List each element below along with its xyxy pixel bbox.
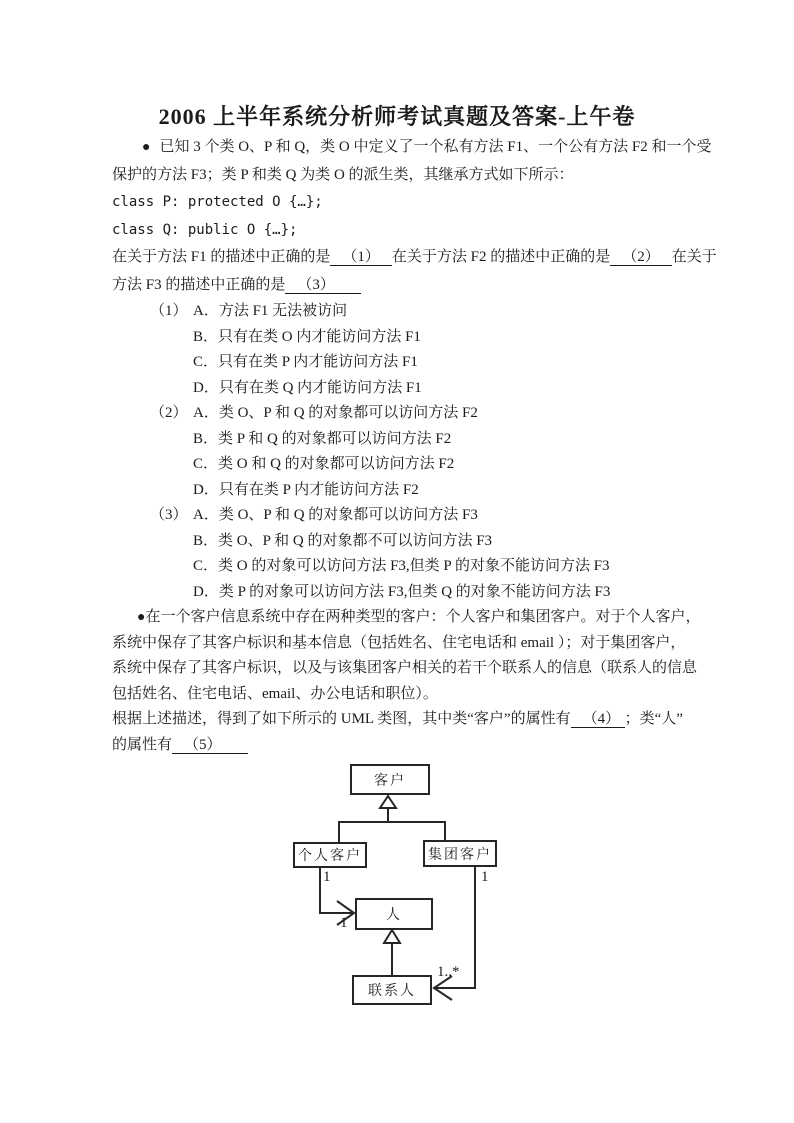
association-personal-person [320,867,352,913]
text-run: 系统中保存了其客户标识，以及与该集团客户相关的若干个联系人的信息（联系人的信息 [112,660,698,676]
question-2-section [112,605,701,707]
text-line [112,605,701,631]
answer-blank-1: （1） [330,249,392,266]
text-run: 在关于方法 F1 的描述中正确的是 [112,249,331,265]
option-line [112,478,688,504]
text-run: 根据上述描述，得到了如下所示的 UML 类图，其中类“客户”的属性有 [112,711,571,727]
uml-class-person [355,898,433,930]
multiplicity-group: 1 [481,869,489,885]
question-line [112,244,717,272]
option-line [112,580,688,606]
options-section [112,299,688,605]
multiplicity-person: 1 [340,915,348,931]
text-line [112,656,698,682]
option-text: A．类 O、P 和 Q 的对象都可以访问方法 F2 [193,405,478,421]
question-number: （2） [150,405,188,421]
option-text: B．只有在类 O 内才能访问方法 F1 [193,328,421,345]
text-line [112,631,688,657]
option-line [112,529,688,555]
class-name: 个人客户 [298,849,362,864]
question-number: （1） [150,303,188,319]
question-line [112,707,688,733]
option-text: A．类 O、P 和 Q 的对象都可以访问方法 F3 [193,507,478,523]
text-run: 方法 F3 的描述中正确的是 [112,276,286,293]
multiplicity-contact: 1..* [437,964,460,980]
association-group-contact [435,866,475,988]
option-line [112,554,688,580]
option-text: C．只有在类 P 内才能访问方法 F1 [193,354,418,370]
page-title: 2006 上半年系统分析师考试真题及答案-上午卷 [158,104,636,129]
text-run: 在一个客户信息系统中存在两种类型的客户：个人客户和集团客户。对于个人客户， [145,609,701,625]
answer-blank-4: （4） [571,711,625,728]
generalization-triangle-person [384,930,400,943]
text-run: 系统中保存了其客户标识和基本信息（包括姓名、住宅电话和 email ）；对于集团客户， [112,634,686,651]
uml-class-group-customer [423,840,497,867]
bullet-icon: ● [137,610,146,625]
option-text: D．只有在类 P 内才能访问方法 F2 [193,481,419,498]
text-line [112,134,712,162]
multiplicity-personal: 1 [323,869,331,885]
text-run: 保护的方法 F3；类 P 和类 Q 为类 O 的派生类，其继承方式如下所示： [112,166,574,183]
open-arrowhead-person [337,901,354,925]
open-arrowhead-contact [434,976,452,1000]
option-text: C．类 O 和 Q 的对象都可以访问方法 F2 [193,456,455,472]
question-line [112,272,688,300]
class-name: 联系人 [368,984,416,999]
answer-blank-3: （3） [285,277,361,294]
text-line [112,162,688,190]
class-name: 集团客户 [428,847,492,863]
question-line [112,733,688,759]
option-line [112,350,688,376]
answer-blank-2: （2） [610,249,672,266]
uml-class-personal-customer [293,842,367,868]
uml-class-customer [350,764,430,795]
code-line: class Q: public O {…}; [112,221,298,238]
text-line [112,682,688,708]
option-text: D．只有在类 Q 内才能访问方法 F1 [193,379,422,396]
code-line: class P: protected O {…}; [112,194,323,210]
document-body [112,134,717,758]
bullet-icon: ● [142,140,151,155]
text-run: 在关于 [671,249,717,265]
option-text: A．方法 F1 无法被访问 [193,303,348,319]
answer-blank-5: （5） [172,737,248,754]
option-line [112,452,688,478]
question-1-section [112,134,717,299]
text-run: 的属性有 [112,736,173,753]
text-run: 已知 3 个类 O、P 和 Q，类 O 中定义了一个私有方法 F1、一个公有方法 F2 和一个受 [159,139,712,155]
option-text: B．类 O、P 和 Q 的对象都不可以访问方法 F3 [193,532,493,549]
option-line [112,503,688,529]
uml-class-contact [352,975,432,1005]
option-line [112,376,688,402]
class-name: 客户 [374,773,406,789]
option-text: C．类 O 的对象可以访问方法 F3,但类 P 的对象不能访问方法 F3 [193,558,610,574]
text-run: 在关于方法 F2 的描述中正确的是 [391,249,611,265]
class-name: 人 [386,908,402,923]
option-line [112,299,688,325]
text-run: ；类“人” [624,711,683,727]
option-line [112,427,688,453]
generalization-triangle-customer [380,796,396,808]
text-run: 包括姓名、住宅电话、email、办公电话和职位）。 [112,685,438,702]
option-text: D．类 P 的对象可以访问方法 F3,但类 Q 的对象不能访问方法 F3 [193,583,611,600]
option-line [112,401,688,427]
question-number: （3） [150,507,188,523]
option-line [112,325,688,351]
question-2-followup [112,707,688,758]
option-text: B．类 P 和 Q 的对象都可以访问方法 F2 [193,430,452,447]
